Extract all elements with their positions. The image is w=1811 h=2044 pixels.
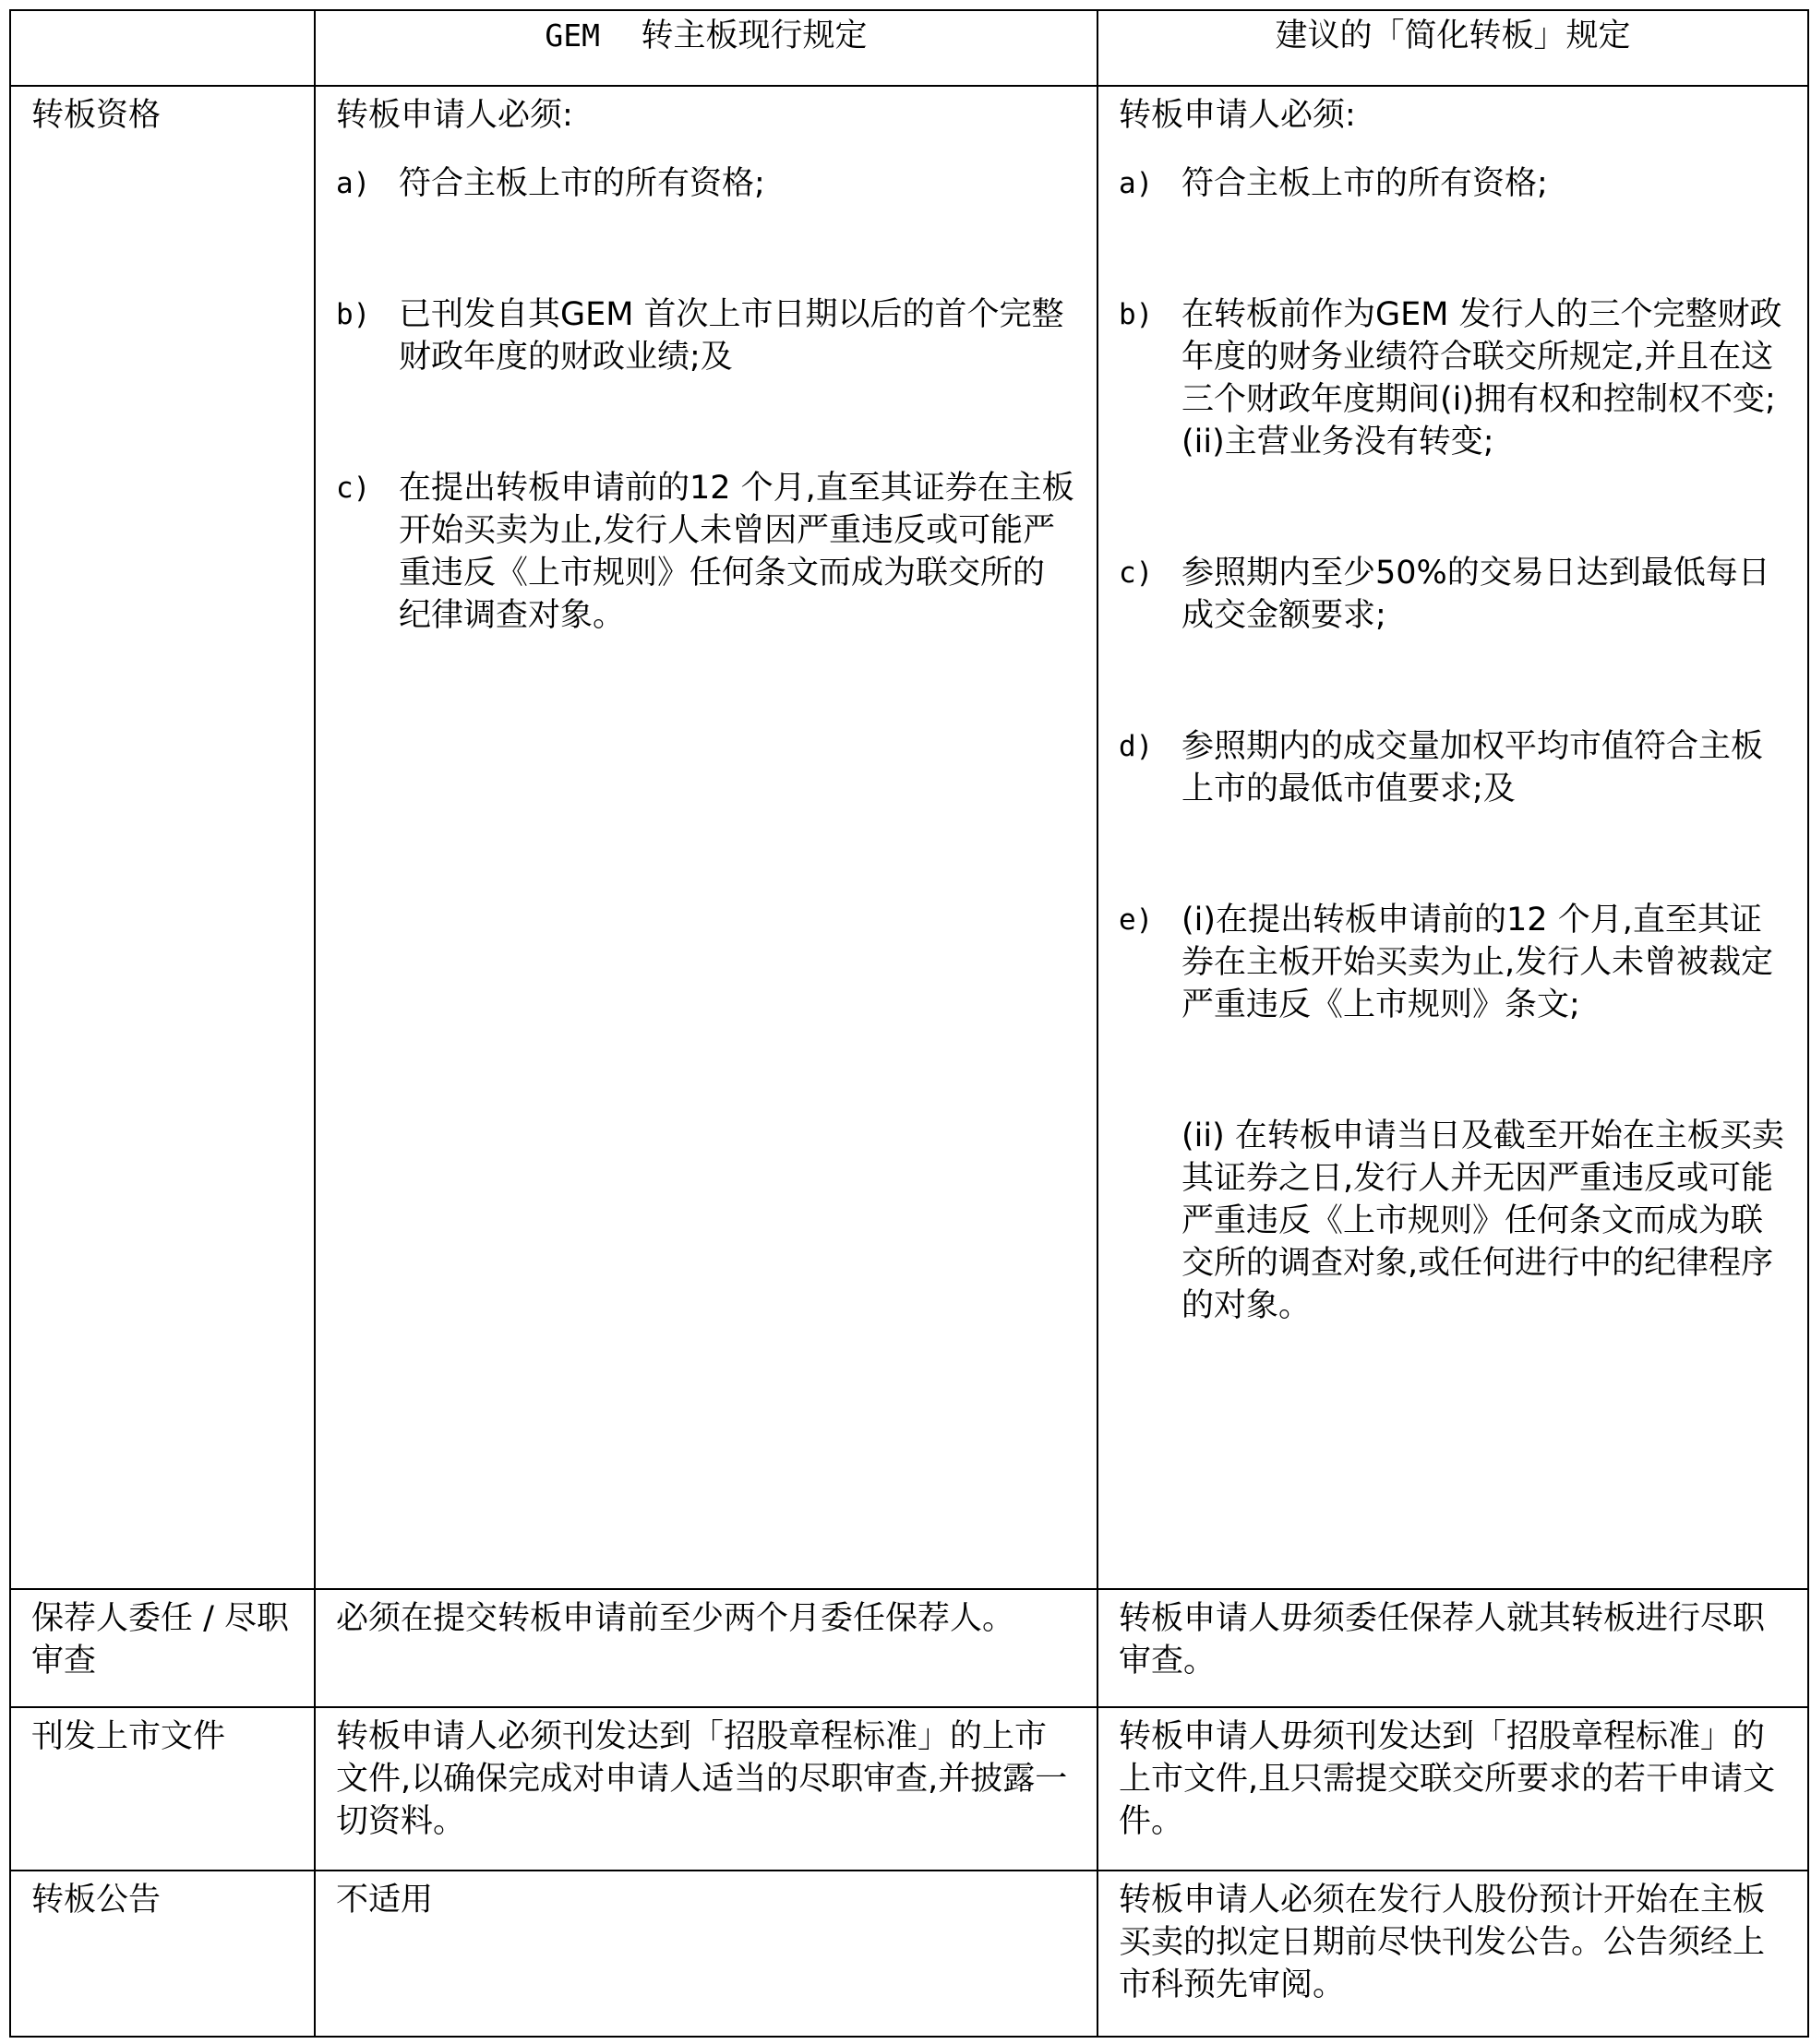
item-marker: a) — [1119, 167, 1154, 200]
item-marker: b) — [1119, 298, 1154, 331]
announcement-label: 转板公告 — [10, 1871, 315, 2037]
listing-document-row — [10, 1707, 1808, 1871]
item-text: 符合主板上市的所有资格; — [399, 165, 765, 202]
listing-document-label: 刊发上市文件 — [10, 1707, 315, 1871]
sponsor-row — [10, 1589, 1808, 1707]
item-marker: c) — [336, 472, 371, 505]
eligibility-proposed-item-e — [1119, 899, 1787, 1026]
item-text: 在转板前作为GEM 发行人的三个完整财政年度的财务业绩符合联交所规定,并且在这三个财政年度期间(i)拥有权和控制权不变;(ii)主营业务没有转变; — [1181, 296, 1782, 460]
eligibility-current-cell — [315, 86, 1097, 1589]
sponsor-proposed-cell: 转板申请人毋须委任保荐人就其转板进行尽职审查。 — [1097, 1589, 1808, 1707]
item-marker: a) — [336, 167, 371, 200]
header-blank-cell — [10, 10, 315, 86]
sponsor-label: 保荐人委任 / 尽职审查 — [10, 1589, 315, 1707]
item-text: 参照期内的成交量加权平均市值符合主板上市的最低市值要求;及 — [1181, 728, 1764, 807]
header-row — [10, 10, 1808, 86]
eligibility-proposed-item-a — [1119, 162, 1787, 205]
eligibility-proposed-item-d — [1119, 725, 1787, 810]
item-text: 在提出转板申请前的12 个月,直至其证券在主板开始买卖为止,发行人未曾因严重违反或可能严重违反《上市规则》任何条文而成为联交所的纪律调查对象。 — [399, 470, 1074, 634]
announcement-row — [10, 1871, 1808, 2037]
eligibility-proposed-cell — [1097, 86, 1808, 1589]
listing-document-current-cell: 转板申请人必须刊发达到「招股章程标准」的上市文件,以确保完成对申请人适当的尽职审查,并披露一切资料。 — [315, 1707, 1097, 1871]
header-current-title: 转主板现行规定 — [641, 18, 868, 54]
eligibility-current-item-a — [336, 162, 1076, 205]
header-proposed-title: 建议的「简化转板」规定 — [1275, 18, 1631, 54]
eligibility-current-item-c — [336, 467, 1076, 637]
item-marker: e) — [1119, 903, 1154, 937]
comparison-table — [9, 9, 1809, 2038]
item-text: 符合主板上市的所有资格; — [1181, 165, 1548, 202]
header-current-rules — [315, 10, 1097, 86]
eligibility-proposed-item-b — [1119, 293, 1787, 463]
eligibility-current-intro: 转板申请人必须: — [336, 97, 573, 134]
item-text: (i)在提出转板申请前的12 个月,直至其证券在主板开始买卖为止,发行人未曾被裁定严重违反《上市规则》条文; — [1181, 902, 1774, 1023]
eligibility-current-item-b — [336, 293, 1076, 378]
eligibility-label: 转板资格 — [10, 86, 315, 1589]
header-current-prefix: GEM — [545, 18, 601, 54]
item-text: 已刊发自其GEM 首次上市日期以后的首个完整财政年度的财政业绩;及 — [399, 296, 1064, 376]
listing-document-proposed-cell: 转板申请人毋须刊发达到「招股章程标准」的上市文件,且只需提交联交所要求的若干申请文件。 — [1097, 1707, 1808, 1871]
announcement-current-cell: 不适用 — [315, 1871, 1097, 2037]
item-marker: c) — [1119, 556, 1154, 590]
eligibility-row — [10, 86, 1808, 1589]
announcement-proposed-cell: 转板申请人必须在发行人股份预计开始在主板买卖的拟定日期前尽快刊发公告。公告须经上市科预先审阅。 — [1097, 1871, 1808, 2037]
eligibility-proposed-subitem-ii: (ii) 在转板申请当日及截至开始在主板买卖其证券之日,发行人并无因严重违反或可能严重违反《上市规则》任何条文而成为联交所的调查对象,或任何进行中的纪律程序的对象。 — [1181, 1118, 1784, 1324]
header-proposed-rules — [1097, 10, 1808, 86]
item-marker: d) — [1119, 730, 1154, 763]
eligibility-proposed-item-c — [1119, 552, 1787, 637]
item-text: 参照期内至少50%的交易日达到最低每日成交金额要求; — [1181, 555, 1770, 634]
sponsor-current-cell: 必须在提交转板申请前至少两个月委任保荐人。 — [315, 1589, 1097, 1707]
eligibility-proposed-intro: 转板申请人必须: — [1119, 97, 1356, 134]
item-marker: b) — [336, 298, 371, 331]
